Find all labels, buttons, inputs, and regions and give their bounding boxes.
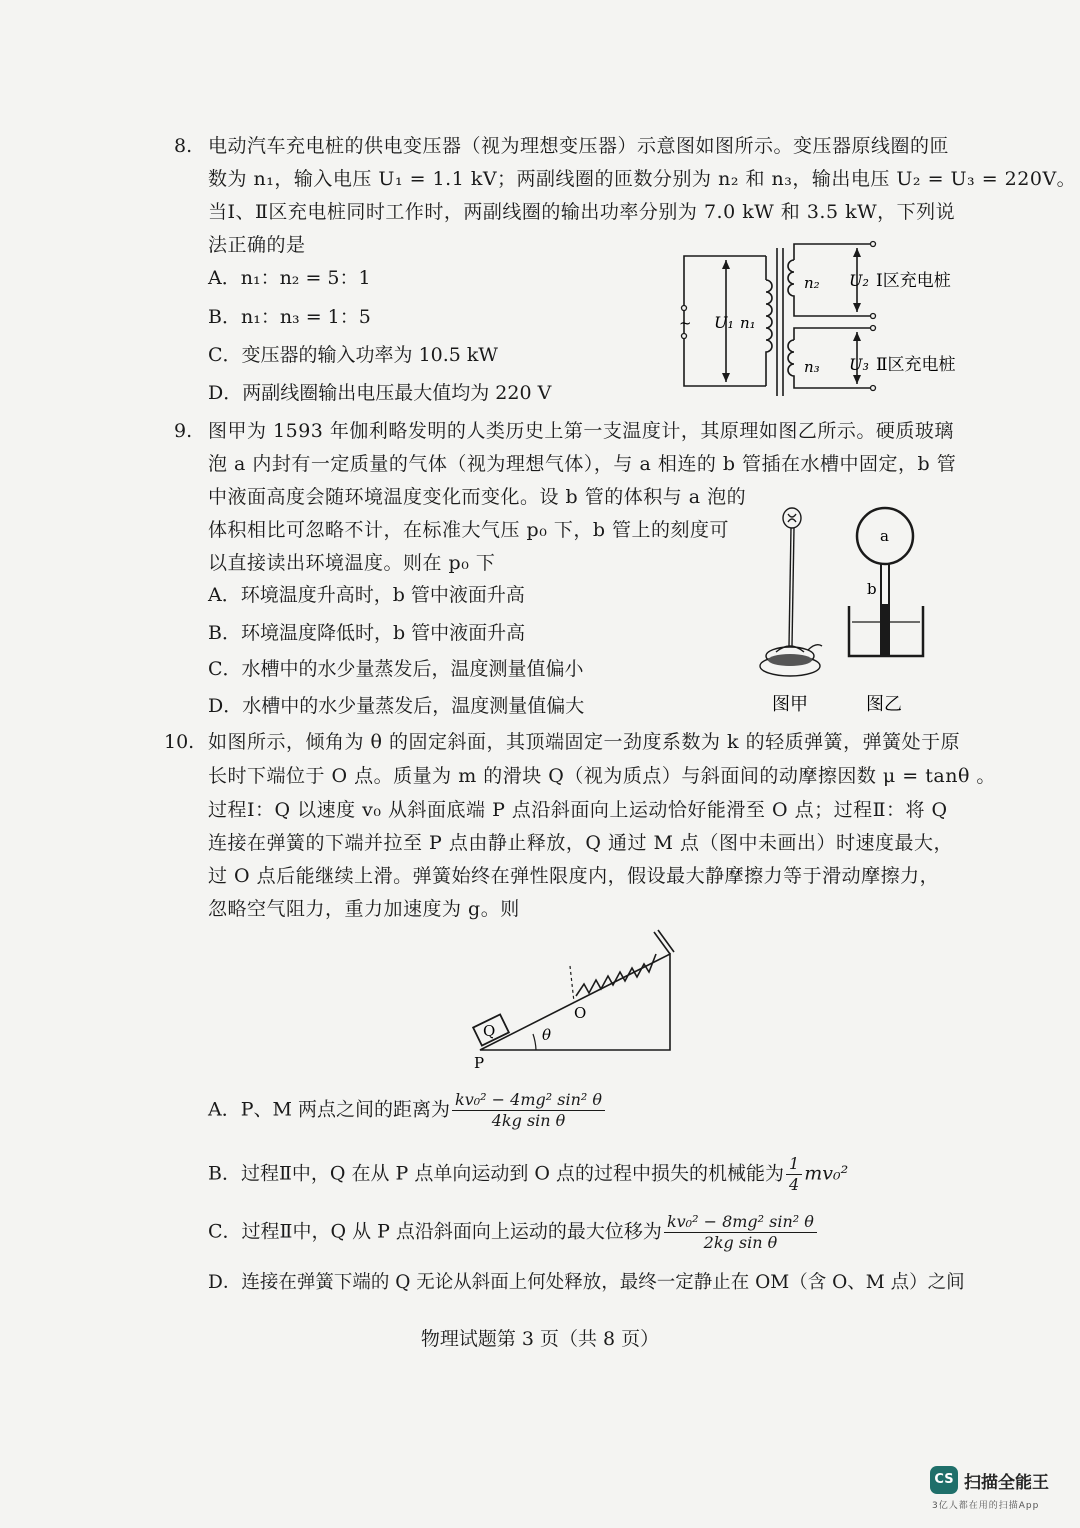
- caption-figure-yi: 图乙: [866, 694, 902, 715]
- q10-option-c-numerator: kv₀² − 8mg² sin² θ: [664, 1212, 817, 1233]
- scanner-logo-icon: CS: [930, 1466, 958, 1494]
- q10-option-c-fraction: [664, 1212, 817, 1253]
- q8-line-3: 当Ⅰ、Ⅱ区充电桩同时工作时，两副线圈的输出功率分别为 7.0 kW 和 3.5 kW，下列说: [208, 201, 956, 223]
- caption-figure-jia: 图甲: [772, 694, 808, 715]
- q10-option-b-numerator: 1: [786, 1154, 802, 1175]
- ac-source-symbol: ~: [679, 314, 692, 332]
- q10-option-a: [208, 1090, 607, 1131]
- label-u3: U₃: [849, 355, 869, 374]
- incline-diagram: [466, 926, 680, 1074]
- q8-line-2: 数为 n₁，输入电压 U₁ = 1.1 kV；两副线圈的匝数分别为 n₂ 和 n₃，输出电压 U₂ = U₃ = 220V。: [208, 168, 1077, 190]
- q10-option-b: [208, 1154, 848, 1195]
- q10-option-d: D．连接在弹簧下端的 Q 无论从斜面上何处释放，最终一定静止在 OM（含 O、M 点）之间: [208, 1272, 965, 1293]
- q10-option-c: [208, 1212, 819, 1253]
- q9-line-5: 以直接读出环境温度。则在 p₀ 下: [208, 552, 496, 574]
- q10-line-4: 连接在弹簧的下端并拉至 P 点由静止释放，Q 通过 M 点（图中未画出）时速度最大，: [208, 832, 954, 854]
- q10-option-c-denominator: 2kg sin θ: [703, 1233, 778, 1252]
- q8-line-4: 法正确的是: [208, 234, 306, 256]
- label-u2: U₂: [849, 271, 869, 290]
- q9-line-2: 泡 a 内封有一定质量的气体（视为理想气体），与 a 相连的 b 管插在水槽中固定，b 管: [208, 453, 957, 475]
- thermometer-figures: [748, 496, 948, 718]
- galileo-thermometer-drawing: [760, 508, 822, 676]
- q10-line-2: 长时下端位于 O 点。质量为 m 的滑块 Q（视为质点）与斜面间的动摩擦因数 μ = tanθ 。: [208, 765, 996, 787]
- q10-option-a-text: A．P、M 两点之间的距离为: [208, 1098, 451, 1121]
- q10-option-a-denominator: 4kg sin θ: [491, 1111, 566, 1130]
- label-zone-2: Ⅱ区充电桩: [876, 355, 956, 375]
- q8-option-c: C．变压器的输入功率为 10.5 kW: [208, 344, 498, 366]
- q9-option-b: B．环境温度降低时，b 管中液面升高: [208, 622, 526, 644]
- q9-option-a: A．环境温度升高时，b 管中液面升高: [208, 584, 525, 606]
- q10-option-c-text: C．过程Ⅱ中，Q 从 P 点沿斜面向上运动的最大位移为: [208, 1220, 662, 1243]
- bulb-label-a: a: [880, 527, 889, 545]
- transformer-diagram: [670, 236, 980, 402]
- q8-option-a: A．n₁：n₂ = 5：1: [208, 267, 371, 289]
- scanner-watermark: [930, 1466, 1070, 1516]
- q8-option-b: B．n₁：n₃ = 1：5: [208, 306, 371, 328]
- label-n1: n₁: [740, 314, 756, 332]
- q8-number: 8.: [174, 135, 193, 157]
- point-label-p: P: [474, 1054, 485, 1072]
- q9-line-3: 中液面高度会随环境温度变化而变化。设 b 管的体积与 a 泡的: [208, 486, 747, 508]
- point-label-o: O: [574, 1004, 587, 1022]
- q9-option-c: C．水槽中的水少量蒸发后，温度测量值偏小: [208, 658, 584, 680]
- q10-option-b-denominator: 4: [789, 1175, 800, 1194]
- q10-line-1: 如图所示，倾角为 θ 的固定斜面，其顶端固定一劲度系数为 k 的轻质弹簧，弹簧处于原: [208, 731, 961, 753]
- page-footer: 物理试题第 3 页（共 8 页）: [420, 1328, 660, 1350]
- q9-option-d: D．水槽中的水少量蒸发后，温度测量值偏大: [208, 695, 585, 717]
- q10-option-b-fraction: [786, 1154, 802, 1195]
- scanner-tagline: 3亿人都在用的扫描App: [932, 1501, 1040, 1511]
- q10-line-3: 过程Ⅰ：Q 以速度 v₀ 从斜面底端 P 点沿斜面向上运动恰好能滑至 O 点；过程Ⅱ：将 Q: [208, 799, 948, 821]
- label-n3: n₃: [804, 358, 820, 376]
- q9-line-4: 体积相比可忽略不计，在标准大气压 p₀ 下，b 管上的刻度可: [208, 519, 730, 541]
- q9-line-1: 图甲为 1593 年伽利略发明的人类历史上第一支温度计，其原理如图乙所示。硬质玻璃: [208, 420, 954, 442]
- scanner-app-name: 扫描全能王: [964, 1473, 1049, 1493]
- q10-line-5: 过 O 点后能继续上滑。弹簧始终在弹性限度内，假设最大静摩擦力等于滑动摩擦力，: [208, 865, 940, 887]
- q9-number: 9.: [174, 420, 193, 442]
- angle-label-theta: θ: [542, 1026, 552, 1044]
- q10-number: 10.: [164, 731, 195, 753]
- label-n2: n₂: [804, 274, 820, 292]
- q8-option-d: D．两副线圈输出电压最大值均为 220 V: [208, 382, 552, 404]
- tube-label-b: b: [867, 580, 877, 598]
- block-label-q: Q: [483, 1022, 496, 1040]
- q10-option-a-numerator: kv₀² − 4mg² sin² θ: [452, 1090, 605, 1111]
- q10-option-b-text: B．过程Ⅱ中，Q 在从 P 点单向运动到 O 点的过程中损失的机械能为: [208, 1162, 785, 1185]
- q8-line-1: 电动汽车充电桩的供电变压器（视为理想变压器）示意图如图所示。变压器原线圈的匝: [208, 135, 950, 157]
- q10-line-6: 忽略空气阻力，重力加速度为 g。则: [208, 898, 520, 920]
- q10-option-b-tail: mv₀²: [804, 1162, 849, 1185]
- label-u1: U₁: [714, 313, 734, 332]
- label-zone-1: Ⅰ区充电桩: [876, 271, 951, 291]
- q10-option-a-fraction: [452, 1090, 605, 1131]
